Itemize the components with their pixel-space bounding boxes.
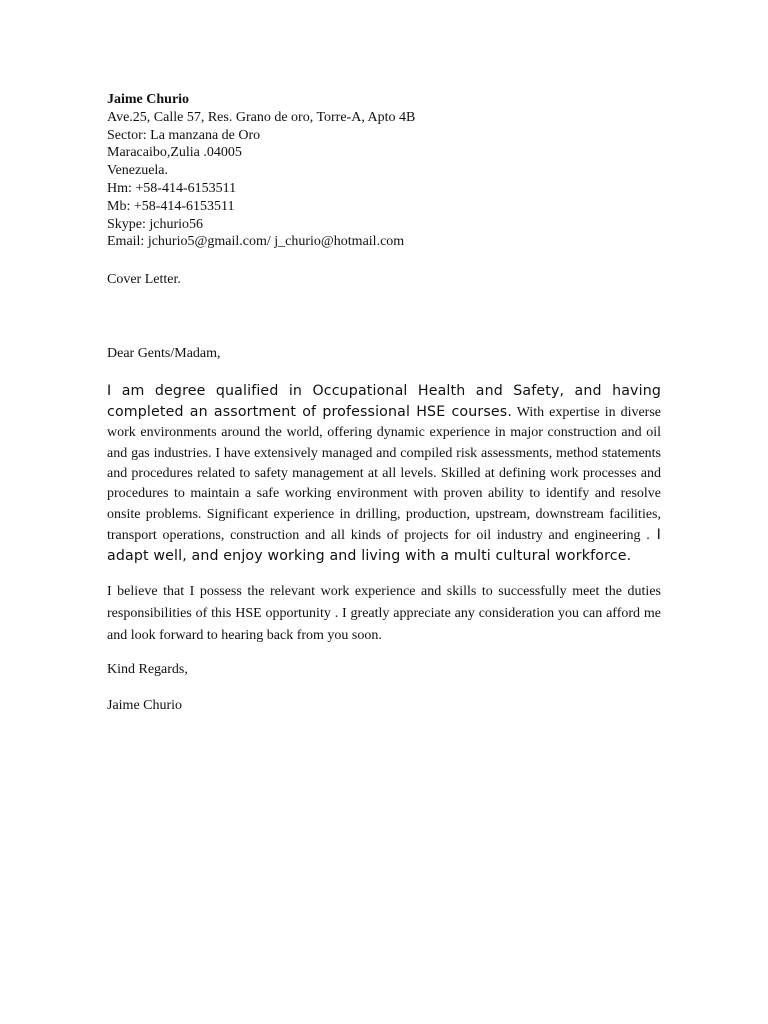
para1-closing: I adapt well, and enjoy working and living with a multi cultural workforce. (107, 526, 662, 565)
salutation: Dear Gents/Madam, (107, 345, 221, 361)
body-paragraph-2: I believe that I possess the relevant work experience and skills to successfully meet the duties responsibilities of this HSE opportunity . I greatly appreciate any consideration you can afford me and look forward to hearing back from you soon. (107, 584, 661, 644)
document-page (107, 91, 661, 715)
address-line-3: Maracaibo,Zulia .04005 (107, 145, 242, 161)
sender-block (107, 91, 661, 251)
country-line: Venezuela. (107, 163, 169, 179)
para1-main: With expertise in diverse work environments around the world, offering dynamic experience in major construction and oil and gas industries. I have extensively managed and compiled risk assessments, method statements and procedures related to safety management at all levels. Skilled at defining work processes and procedures to maintain a safe working environment with proven ability to identify and resolve onsite problems. Significant experience in drilling, production, upstream, downstream facilities, transport operations, construction and all kinds of projects for oil industry and engineering . (107, 405, 661, 543)
closing-phrase: Kind Regards, (107, 662, 188, 678)
body-paragraph-1 (107, 381, 661, 568)
mobile-phone: Mb: +58-414-6153511 (107, 198, 235, 214)
address-line-2: Sector: La manzana de Oro (107, 127, 261, 143)
skype-id: Skype: jchurio56 (107, 216, 204, 232)
letter-title: Cover Letter. (107, 272, 181, 288)
para1-intro: I am degree qualified in Occupational Health and Safety, and having completed an assortment of professional HSE courses. (107, 382, 661, 421)
signature-name: Jaime Churio (107, 698, 183, 714)
address-line-1: Ave.25, Calle 57, Res. Grano de oro, Torre-A, Apto 4B (107, 109, 416, 125)
home-phone: Hm: +58-414-6153511 (107, 180, 237, 196)
email-addresses: Email: jchurio5@gmail.com/ j_churio@hotmail.com (107, 234, 405, 250)
sender-name: Jaime Churio (107, 92, 190, 107)
